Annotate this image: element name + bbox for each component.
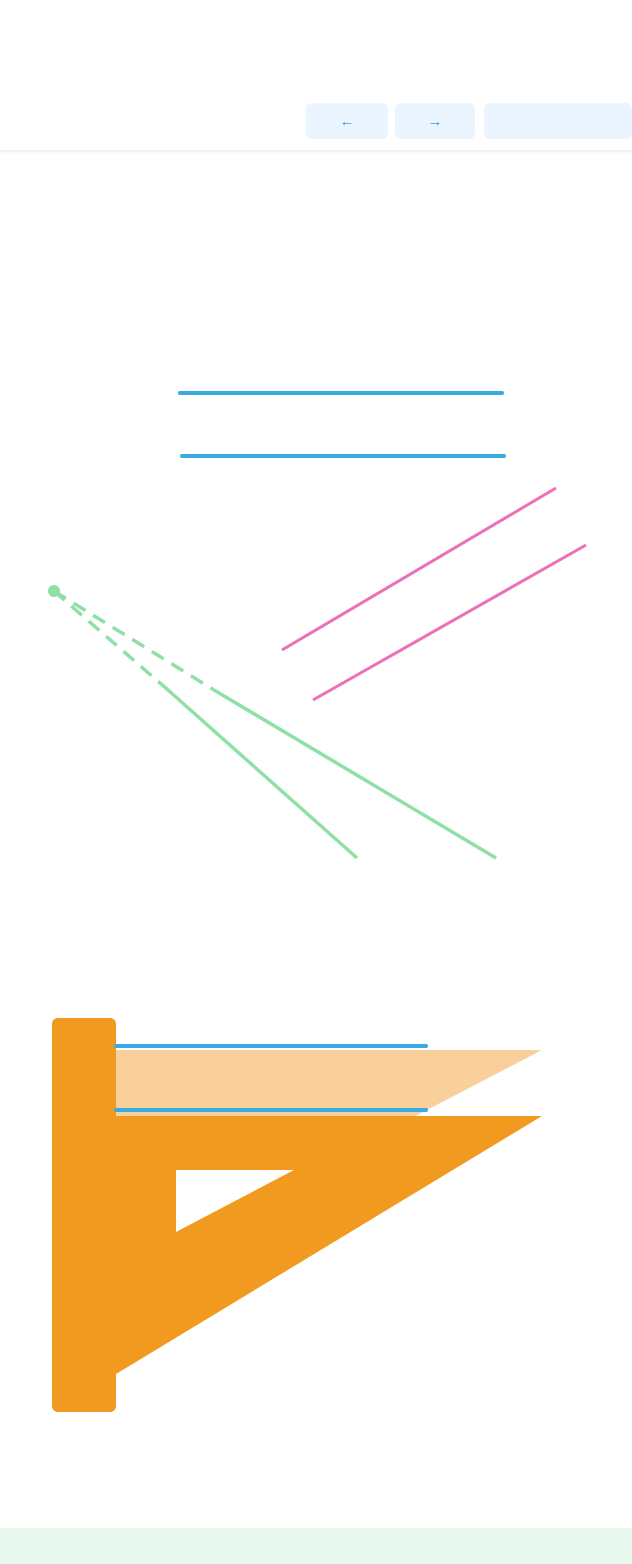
point-D: [48, 585, 60, 597]
ruler-figure: [0, 1010, 632, 1420]
line-m: [313, 545, 586, 700]
line-c-extension: [54, 591, 168, 690]
line-d-extension: [54, 591, 214, 690]
list-item: [14, 146, 28, 165]
next-exercise-button[interactable]: [395, 103, 475, 139]
answer-box: [0, 1528, 632, 1564]
ruler: [52, 1018, 116, 1412]
list-item: [14, 186, 28, 205]
line-c: [168, 690, 357, 858]
prev-exercise-button[interactable]: [306, 103, 388, 139]
line-d: [214, 690, 496, 858]
arrow-right-icon: →: [427, 113, 443, 130]
exercise-header: [0, 98, 632, 150]
line-k: [282, 488, 556, 650]
set-square: [116, 1116, 542, 1374]
all-exercises-button[interactable]: [484, 103, 632, 139]
arrow-left-icon: ←: [339, 113, 355, 130]
lines-figure: [0, 360, 632, 860]
